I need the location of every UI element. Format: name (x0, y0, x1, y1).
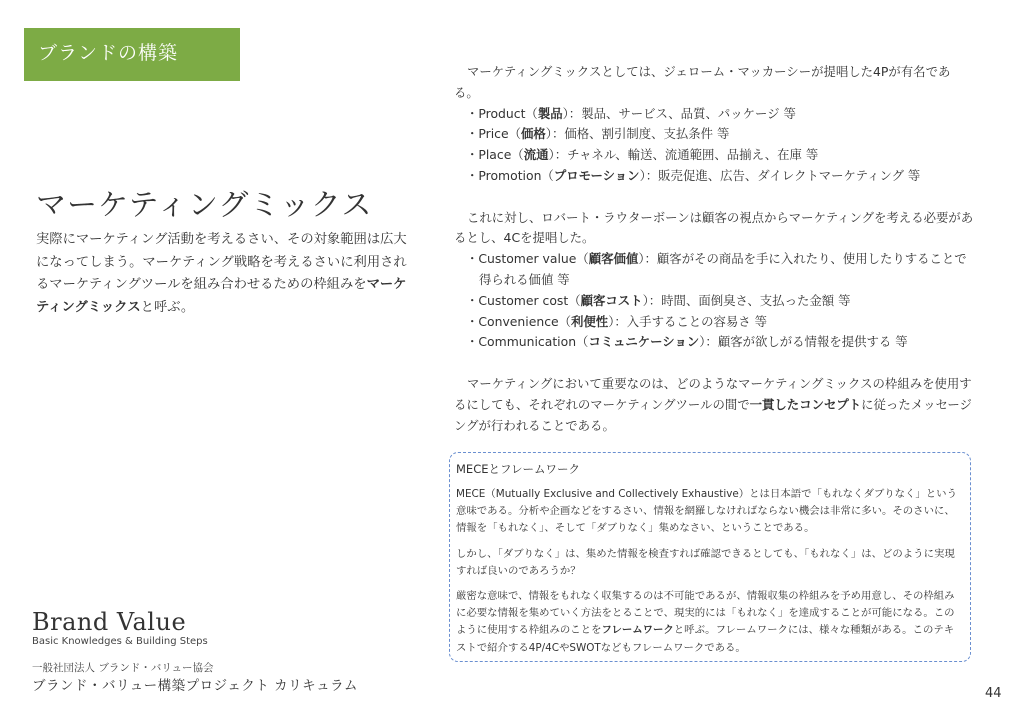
mece-info-box (449, 452, 971, 662)
list-item: ・Customer value（顧客価値）：顧客がその商品を手に入れたり、使用したりすることで得られる価値 等 (466, 251, 967, 287)
framework-bold-term: フレームワーク (601, 624, 674, 637)
mece-paragraph-1: MECE（Mutually Exclusive and Collectively Exhaustive）とは日本語で「もれなくダブりなく」という意味である。分析や企画などをするさい、情報を網羅しなければならない機会は非常に多い。そのさいに、情報を「もれなく」、そして「ダブりなく」集めなさい、ということである。 (456, 488, 957, 535)
mece-box-title: MECEとフレームワーク (456, 462, 581, 476)
intro-text: 実際にマーケティング活動を考えるさい、その対象範囲は広大になってしまう。マーケティング戦略を考えるさいに利用されるマーケティングツールを組み合わせるための枠組みを (36, 232, 407, 293)
list-4c (454, 249, 974, 353)
mece-paragraph-2: しかし、「ダブりなく」は、集めた情報を検査すれば確認できるとしても、「もれなく」は、どのように実現すれば良いのであろうか？ (456, 547, 955, 577)
page-title: マーケティングミックス (36, 188, 373, 223)
body-column (454, 62, 974, 436)
paragraph-4c: これに対し、ロバート・ラウターボーンは顧客の視点からマーケティングを考える必要があるとし、4Cを提唱した。 (454, 209, 974, 246)
intro-bold-term: マーケティングミックス (36, 277, 407, 315)
list-item: ・Convenience（利便性）：入手することの容易さ 等 (466, 313, 768, 329)
list-item: ・Product（製品）：製品、サービス、品質、パッケージ 等 (466, 105, 796, 121)
list-item: ・Price（価格）：価格、割引制度、支払条件 等 (466, 126, 730, 142)
paragraph-4p: マーケティングミックスとしては、ジェローム・マッカーシーが提唱した4Pが有名である。 (454, 64, 951, 100)
brand-value-logo: Brand Value (32, 608, 187, 636)
footer-project: ブランド・バリュー構築プロジェクト カリキュラム (32, 678, 358, 694)
intro-text-end: と呼ぶ。 (140, 299, 195, 315)
concept-bold-term: 一貫したコンセプト (749, 396, 862, 412)
footer-subtitle: Basic Knowledges & Building Steps (32, 636, 208, 647)
list-item: ・Communication（コミュニケーション）：顧客が欲しがる情報を提供する 等 (466, 334, 908, 350)
list-item: ・Promotion（プロモーション）：販売促進、広告、ダイレクトマーケティング 等 (466, 167, 921, 183)
list-4p (454, 104, 974, 187)
paragraph-concept: マーケティングにおいて重要なのは、どのようなマーケティングミックスの枠組みを使用するにしても、それぞれのマーケティングツールの間で一貫したコンセプトに従ったメッセージングが行われることである。 (454, 375, 972, 433)
page-number: 44 (985, 686, 1002, 701)
section-tab: ブランドの構築 (24, 28, 240, 81)
list-item: ・Place（流通）：チャネル、輸送、流通範囲、品揃え、在庫 等 (466, 147, 819, 163)
intro-paragraph (36, 229, 408, 319)
list-item: ・Customer cost（顧客コスト）：時間、面倒臭さ、支払った金額 等 (466, 292, 851, 308)
footer-organization: 一般社団法人 ブランド・バリュー協会 (32, 662, 214, 674)
mece-paragraph-3: 厳密な意味で、情報をもれなく収集するのは不可能であるが、情報収集の枠組みを予め用意し、その枠組みに必要な情報を集めていく方法をとることで、現実的には「もれなく」を達成することが可能になる。このように使用する枠組みのことをフレームワークと呼ぶ。フレームワークには、様々な種類がある。このテキストで紹介する4P/4CやSWOTなどもフレームワークである。 (456, 590, 955, 654)
